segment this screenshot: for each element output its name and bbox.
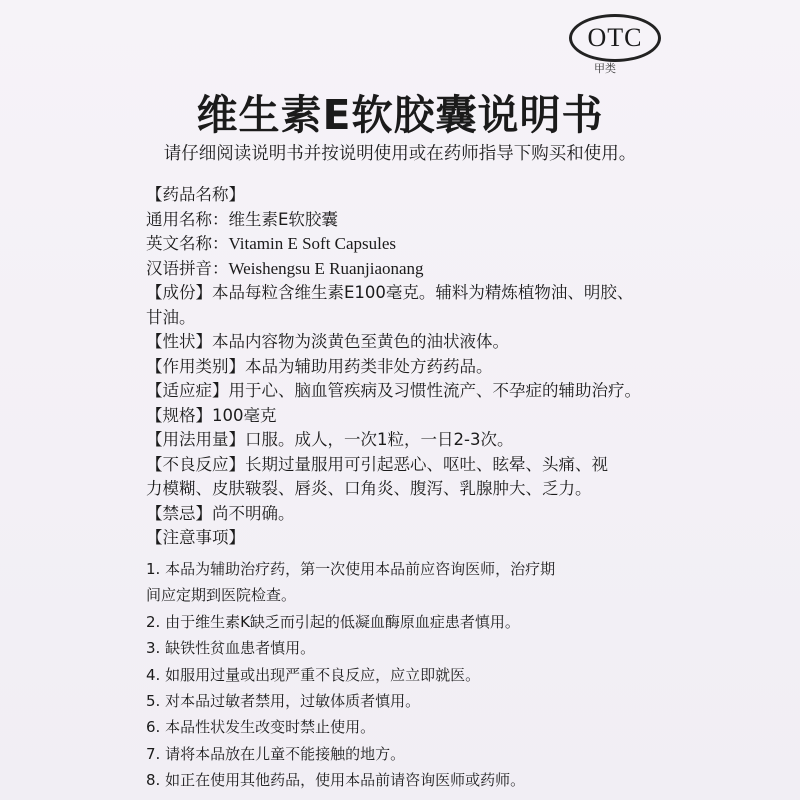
composition-line-1: 【成份】本品每粒含维生素E100毫克。辅料为精炼植物油、明胶、 (146, 283, 634, 302)
pinyin-label: 汉语拼音： (146, 258, 229, 278)
drug-info-section (146, 183, 666, 551)
precaution-item: 3. 缺铁性贫血患者慎用。 (146, 639, 316, 658)
pinyin-row (146, 257, 666, 282)
otc-badge (569, 14, 661, 62)
otc-category: 甲类 (594, 62, 616, 75)
english-name-label: 英文名称： (146, 234, 229, 253)
precautions-header: 【注意事项】 (146, 528, 245, 547)
precautions-list (146, 556, 666, 794)
precaution-item: 4. 如服用过量或出现严重不良反应，应立即就医。 (146, 665, 481, 684)
contraindications: 【禁忌】尚不明确。 (146, 503, 295, 523)
drug-name-header: 【药品名称】 (146, 185, 245, 204)
precaution-item: 6. 本品性状发生改变时禁止使用。 (146, 718, 376, 737)
specification: 【规格】100毫克 (146, 405, 277, 425)
precaution-item: 8. 如正在使用其他药品，使用本品前请咨询医师或药师。 (146, 771, 526, 790)
adverse-reactions-line-2: 力模糊、皮肤皲裂、唇炎、口角炎、腹泻、乳腺肿大、乏力。 (146, 479, 592, 498)
precaution-item: 1. 本品为辅助治疗药，第一次使用本品前应咨询医师，治疗期 (146, 560, 556, 578)
character: 【性状】本品内容物为淡黄色至黄色的油状液体。 (146, 332, 509, 351)
english-name: Vitamin E Soft Capsules (228, 234, 397, 253)
precaution-item: 2. 由于维生素K缺乏而引起的低凝血酶原血症患者慎用。 (146, 612, 520, 631)
otc-badge-text: OTC (587, 23, 643, 52)
precaution-item: 5. 对本品过敏者禁用，过敏体质者慎用。 (146, 692, 421, 711)
indications: 【适应症】用于心、脑血管疾病及习惯性流产、不孕症的辅助治疗。 (146, 381, 641, 400)
document-subtitle: 请仔细阅读说明书并按说明使用或在药师指导下购买和使用。 (163, 144, 637, 164)
composition-line-2: 甘油。 (146, 307, 196, 327)
usage-dosage: 【用法用量】口服。成人，一次1粒，一日2-3次。 (146, 430, 514, 449)
pinyin-name: Weishengsu E Ruanjiaonang (228, 258, 424, 278)
english-name-row (146, 232, 666, 257)
precaution-item: 7. 请将本品放在儿童不能接触的地方。 (146, 744, 406, 763)
precaution-item: 间应定期到医院检查。 (146, 586, 297, 605)
drug-category: 【作用类别】本品为辅助用药类非处方药药品。 (146, 356, 493, 376)
adverse-reactions-line-1: 【不良反应】长期过量服用可引起恶心、呕吐、眩晕、头痛、视 (146, 454, 608, 474)
document-title: 维生素E软胶囊说明书 (196, 91, 604, 139)
generic-name: 通用名称：维生素E软胶囊 (146, 209, 338, 229)
